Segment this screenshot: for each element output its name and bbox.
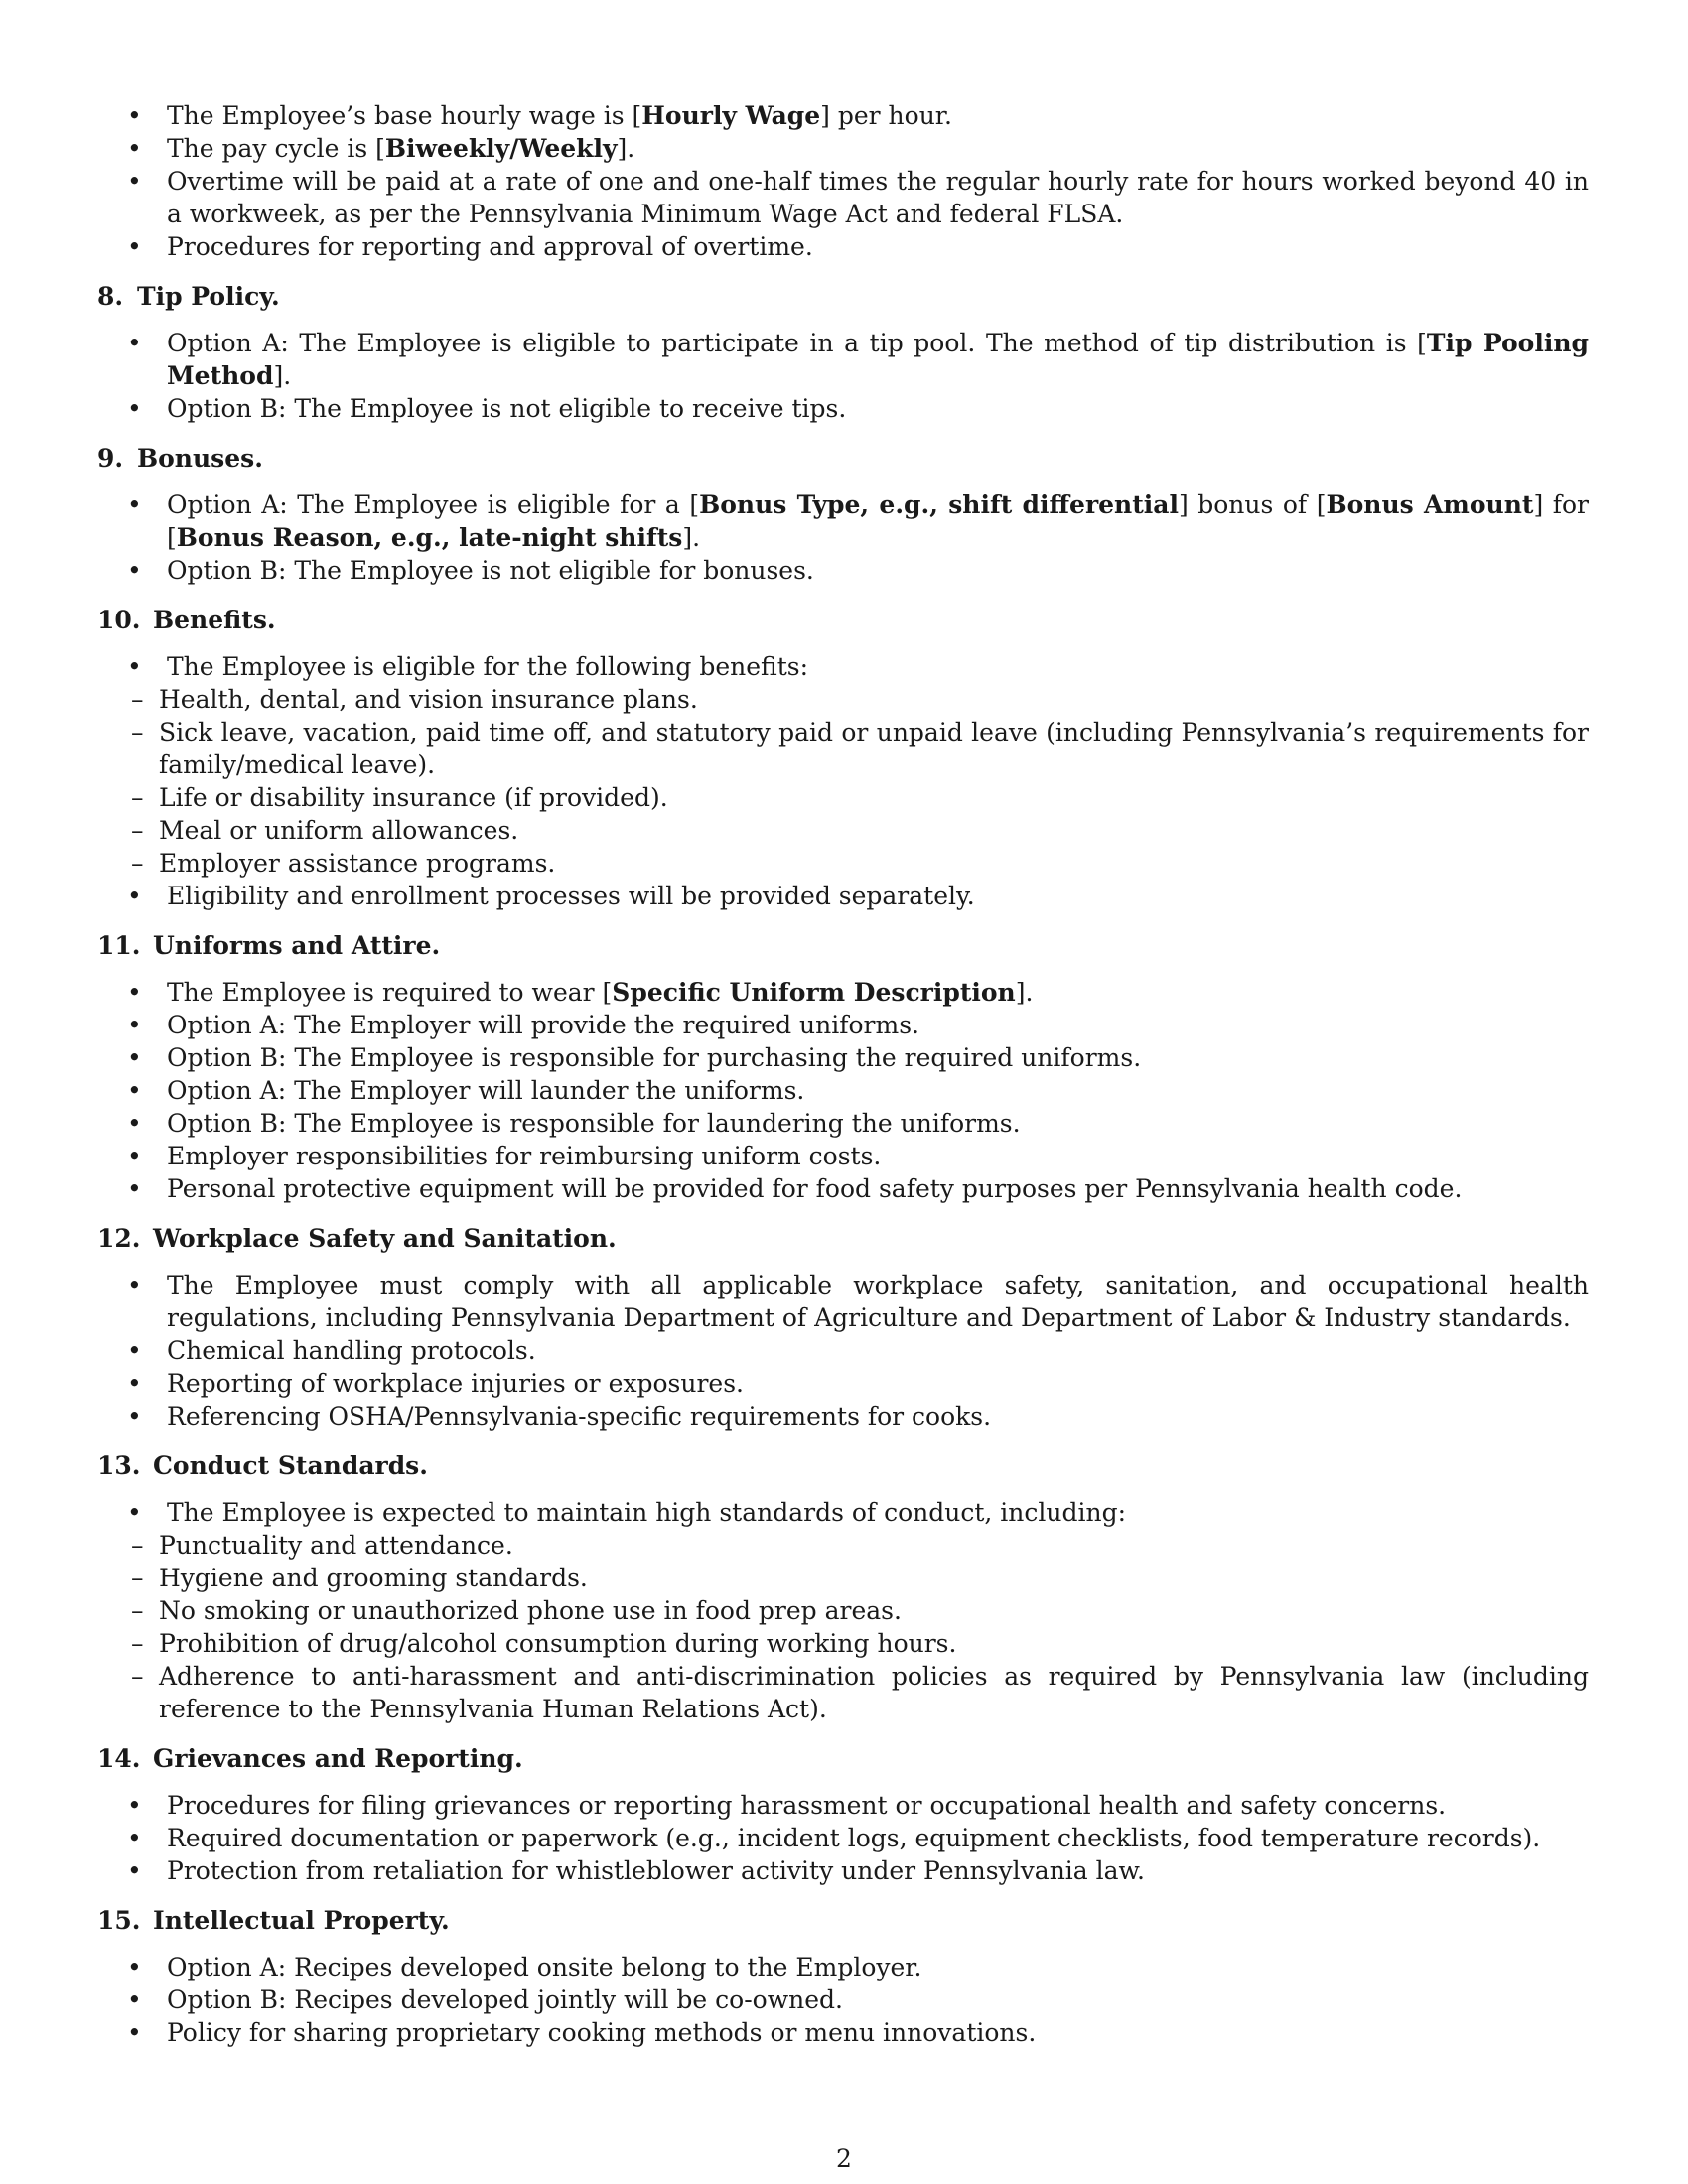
sub-list-item: – No smoking or unauthorized phone use in food prep areas. (97, 1594, 1589, 1627)
list-item: • Referencing OSHA/Pennsylvania-specific requirements for cooks. (97, 1400, 1589, 1433)
section-heading-uniforms: 11. Uniforms and Attire. (97, 931, 441, 960)
list-item: • Option B: The Employee is responsible for purchasing the required uniforms. (97, 1041, 1589, 1074)
benefits-list (97, 650, 1589, 912)
sub-list-item: – Life or disability insurance (if provided). (97, 781, 1589, 814)
section-heading-workplace-safety: 12. Workplace Safety and Sanitation. (97, 1224, 617, 1253)
list-item: • Chemical handling protocols. (97, 1334, 1589, 1367)
tip-policy-list (97, 327, 1589, 425)
list-item: • The Employee’s base hourly wage is [Hourly Wage] per hour. (97, 99, 1589, 132)
section-heading-benefits: 10. Benefits. (97, 606, 276, 634)
list-item: • Option A: Recipes developed onsite belong to the Employer. (97, 1951, 1589, 1983)
sub-list-item: – Sick leave, vacation, paid time off, and statutory paid or unpaid leave (including Pennsylvania’s requirements for family/medical leave). (97, 716, 1589, 781)
grievances-list (97, 1789, 1589, 1887)
section-heading-conduct-standards: 13. Conduct Standards. (97, 1451, 428, 1480)
list-item: • Required documentation or paperwork (e.g., incident logs, equipment checklists, food temperature records). (97, 1822, 1589, 1854)
list-item: • Option A: The Employee is eligible to participate in a tip pool. The method of tip distribution is [Tip Pooling Method]. (97, 327, 1589, 392)
sub-list-item: – Prohibition of drug/alcohol consumption during working hours. (97, 1627, 1589, 1660)
list-item: • Option A: The Employer will provide the required uniforms. (97, 1009, 1589, 1041)
sub-list-item: – Punctuality and attendance. (97, 1529, 1589, 1562)
sub-list-item: – Hygiene and grooming standards. (97, 1562, 1589, 1594)
section-heading-intellectual-property: 15. Intellectual Property. (97, 1906, 450, 1935)
list-item: • Option B: The Employee is responsible for laundering the uniforms. (97, 1107, 1589, 1140)
list-item: • Procedures for reporting and approval of overtime. (97, 230, 1589, 263)
bonuses-list (97, 488, 1589, 587)
list-item: • Option A: The Employee is eligible for a [Bonus Type, e.g., shift differential] bonus of [Bonus Amount] for [Bonus Reason, e.g., late-night shifts]. (97, 488, 1589, 554)
list-item: • The Employee is eligible for the following benefits: – Health, dental, and vision insurance plans. – Sick leave, vacation, paid time off, and statutory paid or unpaid leave (including Pennsylvania’s requirements for family/medical leave). – Life or disability insurance (if provided). – Meal or uniform allowances. – Employer assistance programs. (97, 650, 1589, 880)
document-page (97, 99, 1589, 2049)
conduct-sublist (97, 1529, 1589, 1725)
list-item: • Procedures for filing grievances or reporting harassment or occupational health and safety concerns. (97, 1789, 1589, 1822)
list-item: • Protection from retaliation for whistleblower activity under Pennsylvania law. (97, 1854, 1589, 1887)
list-item: • The Employee must comply with all applicable workplace safety, sanitation, and occupational health regulations, including Pennsylvania Department of Agriculture and Department of Labor & Industry standards. (97, 1269, 1589, 1334)
intellectual-property-list (97, 1951, 1589, 2049)
workplace-safety-list (97, 1269, 1589, 1433)
list-item: • Option B: The Employee is not eligible for bonuses. (97, 554, 1589, 587)
sub-list-item: – Health, dental, and vision insurance plans. (97, 683, 1589, 716)
conduct-standards-list (97, 1496, 1589, 1725)
section-heading-bonuses: 9. Bonuses. (97, 444, 263, 473)
list-item: • Overtime will be paid at a rate of one and one-half times the regular hourly rate for hours worked beyond 40 in a workweek, as per the Pennsylvania Minimum Wage Act and federal FLSA. (97, 165, 1589, 230)
uniforms-list (97, 976, 1589, 1205)
list-item: • The Employee is required to wear [Specific Uniform Description]. (97, 976, 1589, 1009)
list-item: • Eligibility and enrollment processes will be provided separately. (97, 880, 1589, 912)
list-item: • Option A: The Employer will launder the uniforms. (97, 1074, 1589, 1107)
sub-list-item: – Meal or uniform allowances. (97, 814, 1589, 847)
benefits-sublist (97, 683, 1589, 880)
list-item: • Reporting of workplace injuries or exposures. (97, 1367, 1589, 1400)
section-heading-grievances: 14. Grievances and Reporting. (97, 1744, 523, 1773)
wage-bullet-list (97, 99, 1589, 263)
page-number: 2 (836, 2144, 852, 2173)
list-item: • The pay cycle is [Biweekly/Weekly]. (97, 132, 1589, 165)
sub-list-item: – Adherence to anti-harassment and anti-discrimination policies as required by Pennsylvania law (including reference to the Pennsylvania Human Relations Act). (97, 1660, 1589, 1725)
list-item: • Policy for sharing proprietary cooking methods or menu innovations. (97, 2016, 1589, 2049)
list-item: • The Employee is expected to maintain high standards of conduct, including: – Punctuality and attendance. – Hygiene and grooming standards. – No smoking or unauthorized phone use in food prep areas. – Prohibition of drug/alcohol consumption during working hours. – Adherence to anti-harassment and anti-discrimination policies as required by Pennsylvania law (including reference to the Pennsylvania Human Relations Act). (97, 1496, 1589, 1725)
list-item: • Option B: Recipes developed jointly will be co-owned. (97, 1983, 1589, 2016)
list-item: • Option B: The Employee is not eligible to receive tips. (97, 392, 1589, 425)
list-item: • Personal protective equipment will be provided for food safety purposes per Pennsylvania health code. (97, 1172, 1589, 1205)
section-heading-tip-policy: 8. Tip Policy. (97, 282, 280, 311)
sub-list-item: – Employer assistance programs. (97, 847, 1589, 880)
list-item: • Employer responsibilities for reimbursing uniform costs. (97, 1140, 1589, 1172)
